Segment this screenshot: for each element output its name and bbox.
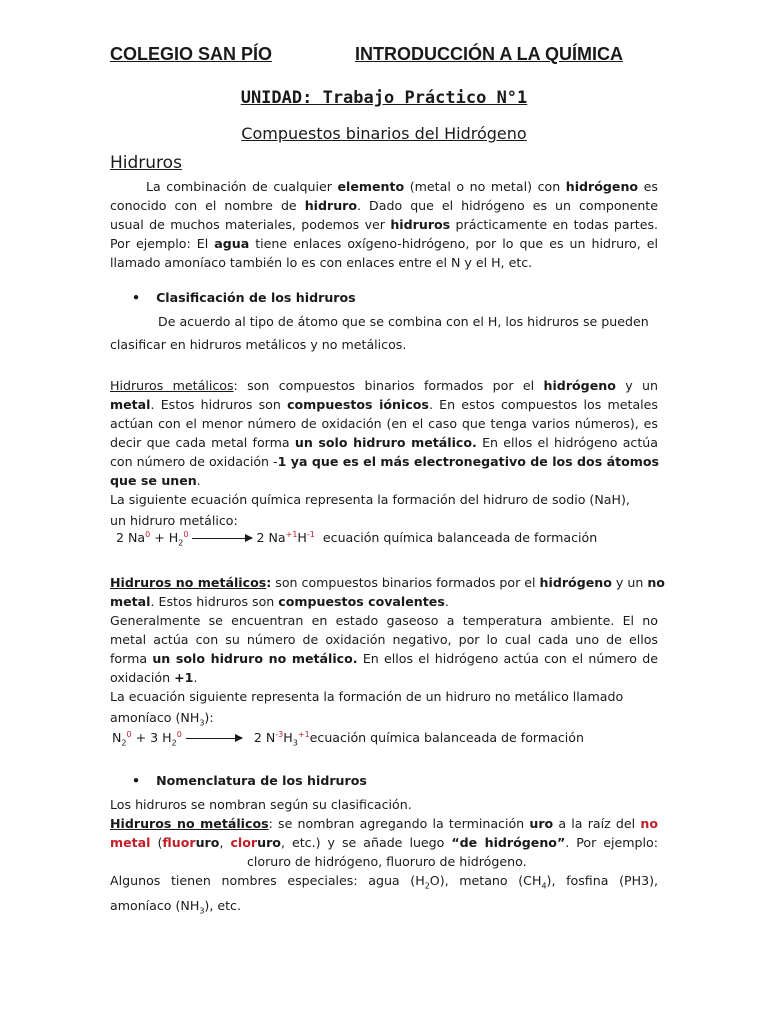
equation-ammonia: $N_2^0 + 3$ $H_2^0$ 2 $N^{-3}H_3^{+1}ecuación$ química balanceada de formación xyxy=(112,730,584,748)
equation-sodium-hydride: 2 $Na^0 + H_2^0$ 2 $Na^{+1}H^{-1}$ ecuación química balanceada de formación xyxy=(116,530,598,548)
intro-line: usual de muchos materiales, podemos ver hidruros prácticamente en todas partes. xyxy=(110,217,659,232)
metallic-hydrides-paragraph: Hidruros metálicos: son compuestos binarios formados por el hidrógeno y un metal. Estos hidruros son compuestos iónicos. En estos compuestos los metales actúan con el menor número de oxidación (en el caso que tenga varios números), es decir que cada metal forma un solo hidruro metálico. En ellos el hidrógeno actúa con número de oxidación -1 ya que es el más electronegativo de los dos átomos que se unen. La siguiente ecuación química representa la formación del hidruro de sodio (NaH), un hidruro metálico: xyxy=(110,378,660,528)
unit-title: UNIDAD: Trabajo Práctico N°1 xyxy=(240,88,528,108)
intro-paragraph xyxy=(110,177,658,272)
reaction-arrow-icon xyxy=(186,738,242,739)
school-name: COLEGIO SAN PÍO xyxy=(110,44,273,64)
intro-line: llamado amoníaco también lo es con enlaces entre el N y el H, etc. xyxy=(110,255,533,270)
intro-line: Por ejemplo: El agua tiene enlaces oxígeno-hidrógeno, por lo que es un hidruro, el xyxy=(110,236,658,251)
page-subtitle: Compuestos binarios del Hidrógeno xyxy=(241,124,527,143)
intro-line: La combinación de cualquier elemento (metal o no metal) con hidrógeno es xyxy=(146,179,658,194)
classification-paragraph: De acuerdo al tipo de átomo que se combina con el H, los hidruros se pueden clasificar en hidruros metálicos y no metálicos. xyxy=(110,314,649,352)
nomenclature-paragraph: Los hidruros se nombran según su clasificación. Hidruros no metálicos: se nombran agregando la terminación uro a la raíz del no metal (fluoruro, cloruro, etc.) y se añade luego “de hidrógeno”. Por ejemplo: cloruro de hidrógeno, fluoruro de hidrógeno. Algunos tienen nombres especiales: agua $(H_2O)$, metano $(CH_4)$, fosfina (PH3), amoníaco $(NH_3)$, etc. xyxy=(110,797,658,916)
course-name: INTRODUCCIÓN A LA QUÍMICA xyxy=(355,44,623,64)
nonmetallic-hydrides-paragraph: Hidruros no metálicos: son compuestos binarios formados por el hidrógeno y un no metal. Estos hidruros son compuestos covalentes. Generalmente se encuentran en estado gaseoso a temperatura ambiente. El no metal actúa con su número de oxidación negativo, por lo cual cada uno de ellos forma un solo hidruro no metálico. En ellos el hidrógeno actúa con el número de oxidación +1. La ecuación siguiente representa la formación de un hidruro no metálico llamado amoníaco $(NH_3)$: xyxy=(110,575,665,728)
bullet-dot-icon: • xyxy=(132,773,141,788)
intro-line: conocido con el nombre de hidruro. Dado que el hidrógeno es un componente xyxy=(110,198,658,213)
reaction-arrow-icon xyxy=(192,538,252,539)
bullet-nomenclature: • Nomenclatura de los hidruros xyxy=(132,773,367,788)
bullet-dot-icon: • xyxy=(132,290,141,305)
bullet-classification: • Clasificación de los hidruros xyxy=(132,290,356,305)
section-title: Hidruros xyxy=(110,153,182,173)
